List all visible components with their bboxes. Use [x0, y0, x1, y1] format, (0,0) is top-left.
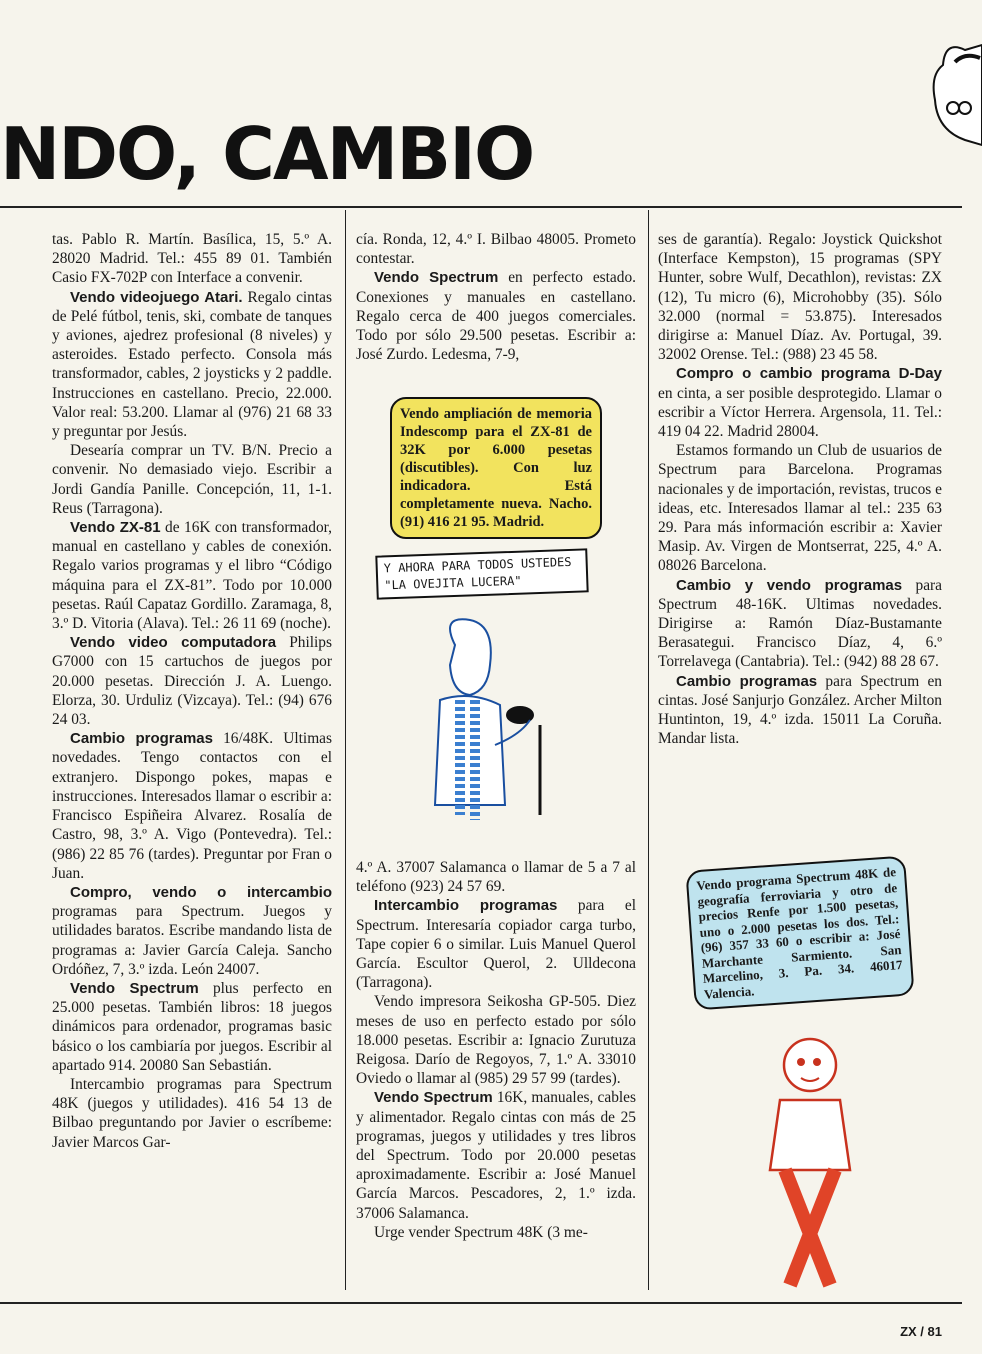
ad-text: para Spectrum 48-16K. Ultimas novedades. Dirigirse a: Ramón Díaz-Bustamante Berasategui. Francisco Díaz, 4, 6.º Torrelavega (Cantabria). Tel.: (942) 88 28 67.	[658, 576, 942, 671]
ad-text: para Spectrum en cintas. José Sanjurjo González. Archer Milton Huntinton, 19, 4.º izda. 15011 La Coruña. Mandar lista.	[658, 672, 942, 748]
classified-ad	[356, 230, 636, 268]
classified-ad	[52, 230, 332, 288]
ad-text: plus perfecto en 25.000 pesetas. También libros: 18 juegos dinámicos para ordenador, programas basic básico o los cambiaría por juegos. Escribir al apartado 914. 20080 San Sebastián.	[52, 979, 332, 1074]
column-1	[52, 230, 332, 1152]
column-3	[658, 230, 942, 748]
ad-text: 4.º A. 37007 Salamanca o llamar de 5 a 7 al teléfono (923) 24 57 69.	[356, 859, 636, 896]
ad-text: cía. Ronda, 12, 4.º I. Bilbao 48005. Prometo contestar.	[356, 231, 636, 268]
ad-text: Urge vender Spectrum 48K (3 me-	[374, 1223, 588, 1241]
ad-lead: Compro, vendo o intercambio	[70, 883, 332, 901]
ad-text: Intercambio programas para Spectrum 48K (juegos y utilidades). 416 54 13 de Bilbao preguntando por Javier o escríbeme: Javier Marcos Gar-	[52, 1075, 332, 1151]
ad-text: ses de garantía). Regalo: Joystick Quickshot (Interface Kempston), 15 programas (SPY Hunter, sobre Wulf, Decathlon), revistas: ZX (12), Tu micro (6), Microhobby (35). Sólo 32.000 (normal = 53.875). Interesados dirigirse a: Manuel Díaz. Av. Portugal, 39. 32002 Orense. Tel.: (988) 23 45 58.	[658, 231, 942, 364]
ad-text: Desearía comprar un TV. B/N. Precio a convenir. No demasiado viejo. Escribir a Jordi Gandía Panille. Concepción, 11, 1-1. Reus (Tarragona).	[52, 442, 332, 517]
ad-text: tas. Pablo R. Martín. Basílica, 15, 5.º A. 28020 Madrid. Tel.: 455 89 01. También Casio FX-702P con Interface a convenir.	[52, 231, 332, 287]
classified-ad	[658, 230, 942, 364]
column-2-top	[356, 230, 636, 364]
ad-lead: Vendo ZX-81	[70, 519, 161, 537]
ad-text: en perfecto estado. Conexiones y manuales en castellano. Regalo cerca de 400 juegos comerciales. Todo por sólo 29.500 pesetas. Escribir a: José Zurdo. Ledesma, 7-9,	[356, 269, 636, 364]
ad-lead: Cambio y vendo programas	[676, 576, 903, 594]
ad-text: Philips G7000 con 15 cartuchos de juegos por 20.000 pesetas. Dirección J. A. Luengo. Elorza, 30. Urduliz (Vizcaya). Tel.: (94) 676 24 03.	[52, 634, 332, 729]
red-character-icon	[755, 1030, 865, 1295]
ad-text: para el Spectrum. Interesaría copiador carga turbo, Tape copier 6 o similar. Luis Manuel Querol García. Escultor Querol, 2. Ulldecona (Tarragona).	[356, 897, 636, 992]
classified-ad	[356, 992, 636, 1088]
blue-ad-bubble: Vendo programa Spectrum 48K de geografía ferroviaria y otro de precios Renfe por 1.500 pesetas, uno o 2.000 pesetas los dos. Tel.: (96) 357 33 60 o escribir a: José Marchante Sarmiento. San Marcelino, 3. Pa. 34. 46017 Valencia.	[685, 855, 914, 1010]
classified-ad	[356, 1223, 636, 1242]
cartoon-face-icon	[925, 40, 982, 150]
classified-ad	[356, 896, 636, 992]
classified-ad	[658, 576, 942, 672]
classified-ad	[658, 364, 942, 441]
yellow-ad-bubble: Vendo ampliación de memoria Indescomp para el ZX-81 de 32K por 6.000 pesetas (discutibles). Con luz indicadora. Está completamente nueva. Nacho. (91) 416 21 95. Madrid.	[390, 397, 602, 539]
ad-lead: Vendo Spectrum	[374, 269, 499, 287]
ad-lead: Vendo video computadora	[70, 634, 277, 652]
classified-ad	[658, 441, 942, 575]
ad-lead: Vendo Spectrum	[70, 979, 199, 997]
page-number: ZX / 81	[900, 1324, 942, 1339]
classified-ad	[52, 979, 332, 1075]
classified-ad	[658, 672, 942, 749]
classified-ad	[52, 633, 332, 729]
classified-ad	[52, 1075, 332, 1152]
classified-ad	[356, 268, 636, 364]
ad-lead: Cambio programas	[676, 672, 818, 690]
ad-text: Regalo cintas de Pelé fútbol, tenis, ski, combate de tanques y aviones, ajedrez profesional (8 niveles) y asteroides. Estado perfecto. Consola más transformador, cables, 2 joysticks y 2 paddle. Instrucciones en castellano. Precio, 22.000. Valor real: 53.200. Llamar al (976) 21 68 33 y preguntar por Jesús.	[52, 288, 332, 441]
ad-lead: Cambio programas	[70, 730, 213, 748]
column-2-bottom	[356, 858, 636, 1242]
ad-text: 16/48K. Ultimas novedades. Tengo contactos con el extranjero. Dispongo pokes, mapas e instrucciones. Interesados llamar o escribir a: Francisco Espiñeira Alvarez. Rosalía de Castro, 98, 3.º A. Vigo (Pontevedra). Tel.: (986) 22 85 76 (tardes). Preguntar por Fran o Juan.	[52, 730, 332, 882]
ad-text: 16K, manuales, cables y alimentador. Regalo cintas con más de 25 programas, juegos y utilidades y tres libros del Spectrum. Todo por 20.000 pesetas aproximadamente. Escribir a: José Manuel García Marcos. Pescadores, 2, 1.º izda. 37006 Salamanca.	[356, 1089, 636, 1222]
ad-text: Estamos formando un Club de usuarios de Spectrum para Barcelona. Programas nacionales y de importación, revistas, trucos e ideas, etc. Interesados llamar al tel.: 235 63 29. Para más información escribir a: Xavier Masip. Av. Virgen de Montserrat, 225, 4.º A. 08026 Barcelona.	[658, 442, 942, 575]
ad-lead: Compro o cambio programa D-Day	[676, 365, 942, 383]
bottom-rule	[0, 1302, 962, 1304]
classified-ad	[356, 858, 636, 896]
classified-ad	[52, 729, 332, 883]
ad-lead: Intercambio programas	[374, 897, 558, 915]
ad-text: programas para Spectrum. Juegos y utilidades baratos. Escribe mandando lista de programas a: Javier García Caleja. Sancho Ordóñez, 7, 3.º izda. León 24007.	[52, 903, 332, 978]
column-divider	[345, 210, 346, 1290]
ad-lead: Vendo videojuego Atari.	[70, 288, 243, 306]
ad-text: en cinta, a ser posible desprotegido. Llamar o escribir a Víctor Herrera. Argensola, 11. Tel.: 419 04 22. Madrid 28004.	[658, 384, 942, 441]
ad-lead: Vendo Spectrum	[374, 1089, 493, 1107]
classified-ad	[52, 518, 332, 633]
classified-ad	[356, 1088, 636, 1222]
top-rule	[0, 206, 962, 208]
ad-text: Vendo impresora Seikosha GP-505. Diez meses de uso en perfecto estado por sólo 18.000 pesetas. Escribir a: Ignacio Zurutuza Reigosa. Darío de Regoyos, 7, 1.º A. 33010 Oviedo o llamar al (985) 29 57 99 (tardes).	[356, 993, 636, 1088]
column-divider	[648, 210, 649, 1290]
classified-ad	[52, 883, 332, 979]
classified-ad	[52, 441, 332, 518]
cartoon-speech-box: Y AHORA PARA TODOS USTEDES "LA OVEJITA LUCERA"	[375, 548, 588, 599]
singer-cartoon-icon	[400, 605, 600, 825]
page-title: NDO, CAMBIO	[0, 112, 534, 196]
classified-ad	[52, 288, 332, 442]
ad-text: de 16K con transformador, manual en castellano y cables de conexión. Regalo varios programas y el libro “Código máquina para el ZX-81”. Todo por 10.000 pesetas. Raúl Capataz Gordillo. Zaramaga, 8, 3.º D. Vitoria (Alava). Tel.: 26 11 69 (noche).	[52, 519, 332, 633]
